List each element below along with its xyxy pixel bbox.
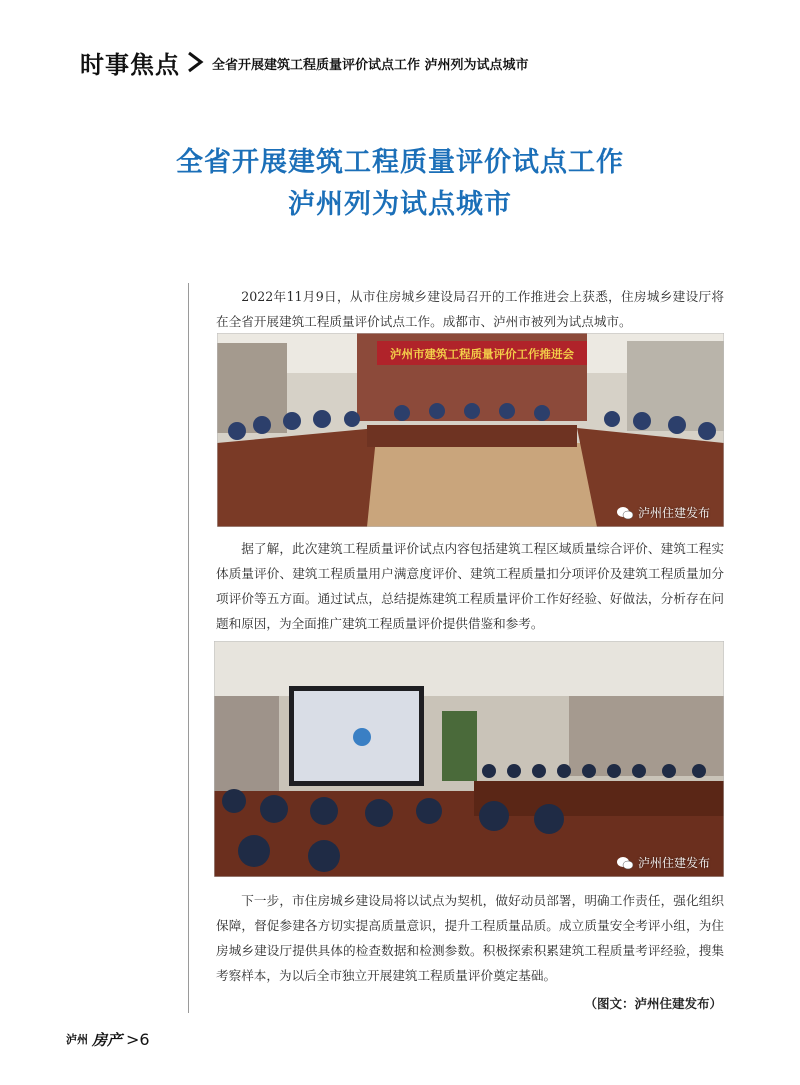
meeting-photo-2 xyxy=(214,641,724,877)
section-name: 时事焦点 xyxy=(80,50,180,79)
page-number: >6 xyxy=(126,1029,150,1049)
photo-credit: （图文：泸州住建发布） xyxy=(584,996,722,1011)
wechat-icon xyxy=(616,506,634,520)
article-title-line2: 泸州列为试点城市 xyxy=(288,189,512,220)
paragraph-1: 2022年11月9日，从市住房城乡建设局召开的工作推进会上获悉，住房城乡建设厅将在全省开展建筑工程质量评价试点工作。成都市、泸州市被列为试点城市。 xyxy=(216,289,724,329)
paragraph-3: 下一步，市住房城乡建设局将以试点为契机，做好动员部署，明确工作责任，强化组织保障，督促参建各方切实提高质量意识，提升工程质量品质。成立质量安全考评小组，为住房城乡建设厅提供具体的检查数据和检测参数。积极探索积累建筑工程质量考评经验，搜集考察样本，为以后全市独立开展建筑工程质量评价奠定基础。 xyxy=(216,893,724,983)
article-title-line1: 全省开展建筑工程质量评价试点工作 xyxy=(176,147,624,178)
section-header xyxy=(80,42,529,82)
footer-logo: 房产 xyxy=(92,1030,123,1049)
vertical-rule xyxy=(188,283,189,1013)
watermark xyxy=(616,854,710,871)
chevron-right-icon xyxy=(186,50,204,74)
wechat-icon xyxy=(616,856,634,870)
meeting-room-illustration-2 xyxy=(214,641,724,877)
meeting-banner: 泸州市建筑工程质量评价工作推进会 xyxy=(390,347,574,361)
meeting-photo-1 xyxy=(217,333,724,527)
watermark-text: 泸州住建发布 xyxy=(637,856,710,870)
section-subtitle: 全省开展建筑工程质量评价试点工作 泸州列为试点城市 xyxy=(212,57,529,73)
watermark xyxy=(616,504,710,521)
paragraph-2: 据了解，此次建筑工程质量评价试点内容包括建筑工程区域质量综合评价、建筑工程实体质量评价、建筑工程质量用户满意度评价、建筑工程质量扣分项评价及建筑工程质量加分项评价等五方面。通过试点，总结提炼建筑工程质量评价工作好经验、好做法，分析存在问题和原因，为全面推广建筑工程质量评价提供借鉴和参考。 xyxy=(216,541,724,631)
watermark-text: 泸州住建发布 xyxy=(637,506,710,520)
page-footer xyxy=(66,1028,150,1050)
footer-brand: 泸州 xyxy=(66,1033,88,1046)
